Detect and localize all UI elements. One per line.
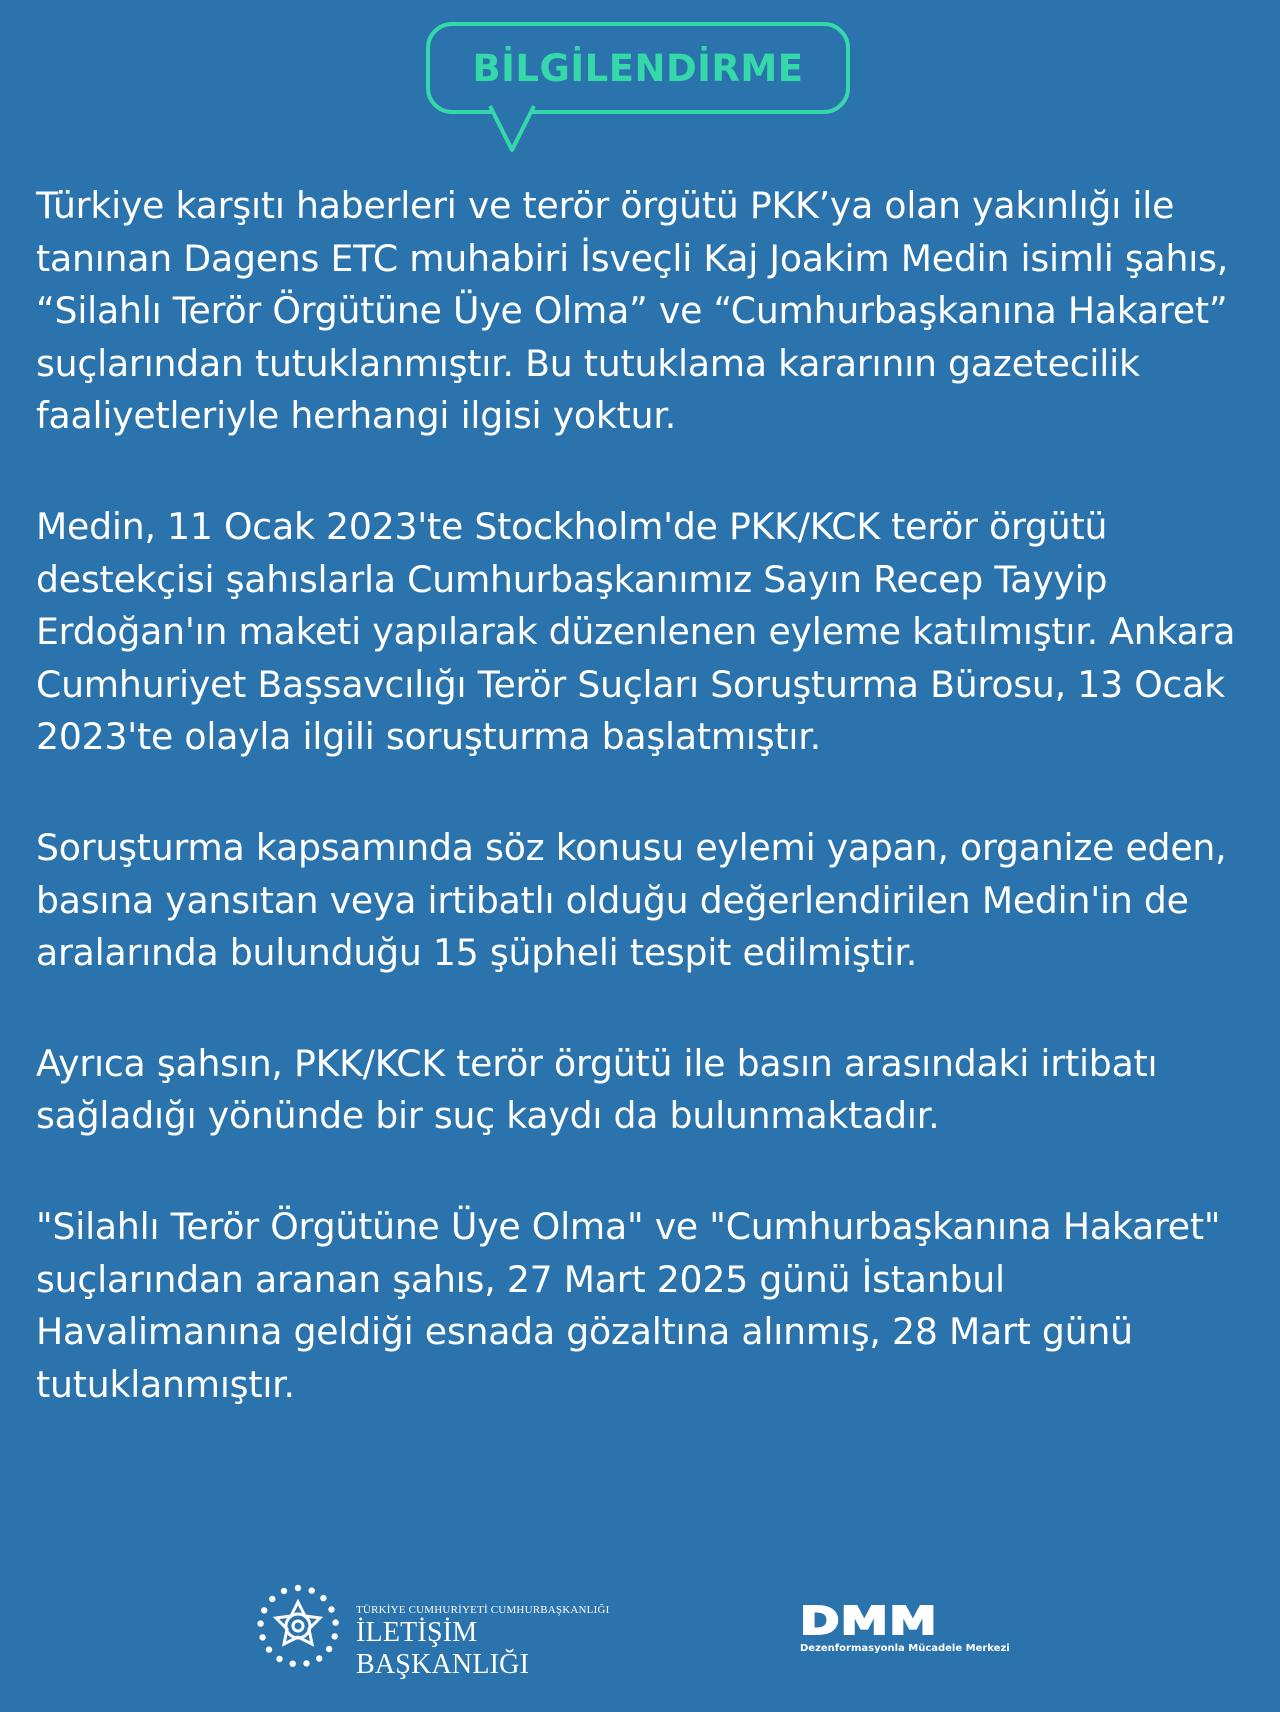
dmm-subtitle: Dezenformasyonla Mücadele Merkezi [800,1643,1010,1654]
badge-label: BİLGİLENDİRME [472,46,804,90]
paragraph-3: Soruşturma kapsamında söz konusu eylemi yapan, organize eden, basına yansıtan veya irtibatlı olduğu değerlendirilen Medin'in de aralarında bulunduğu 15 şüpheli tespit edilmiştir. [36,825,1227,975]
paragraph-5: "Silahlı Terör Örgütüne Üye Olma" ve "Cumhurbaşkanına Hakaret" suçlarından aranan şahıs, 27 Mart 2025 günü İstanbul Havalimanına geldiği esnada gözaltına alınmış, 28 Mart günü tutuklanmıştır. [36,1204,1221,1406]
iletisim-small-line: TÜRKİYE CUMHURİYETİ CUMHURBAŞKANLIĞI [356,1604,610,1616]
iletisim-star-logo-icon [256,1584,340,1668]
dmm-mark: DMM [800,1599,938,1643]
speech-bubble-tail-icon [488,106,536,162]
iletisim-big-line: İLETİŞİM BAŞKANLIĞI [356,1617,530,1680]
statement-body [36,180,1246,1469]
iletisim-wordmark [356,1604,656,1681]
paragraph-2: Medin, 11 Ocak 2023'te Stockholm'de PKK/KCK terör örgütü destekçisi şahıslarla Cumhurbaşkanımız Sayın Recep Tayyip Erdoğan'ın maketi yapılarak düzenlenen eyleme katılmıştır. Ankara Cumhuriyet Başsavcılığı Terör Suçları Soruşturma Bürosu, 13 Ocak 2023'te olayla ilgili soruşturma başlatmıştır. [36,504,1236,759]
footer-logos [0,1580,1280,1680]
dmm-logo [800,1599,1010,1656]
paragraph-1: Türkiye karşıtı haberleri ve terör örgütü PKK’ya olan yakınlığı ile tanınan Dagens ETC muhabiri İsveçli Kaj Joakim Medin isimli şahıs, “Silahlı Terör Örgütüne Üye Olma” ve “Cumhurbaşkanına Hakaret” suçlarından tutuklanmıştır. Bu tutuklama kararının gazetecilik faaliyetleriyle herhangi ilgisi yoktur. [36,184,1229,438]
info-badge [426,22,850,114]
paragraph-4: Ayrıca şahsın, PKK/KCK terör örgütü ile basın arasındaki irtibatı sağladığı yönünde bir suç kaydı da bulunmaktadır. [36,1041,1158,1138]
